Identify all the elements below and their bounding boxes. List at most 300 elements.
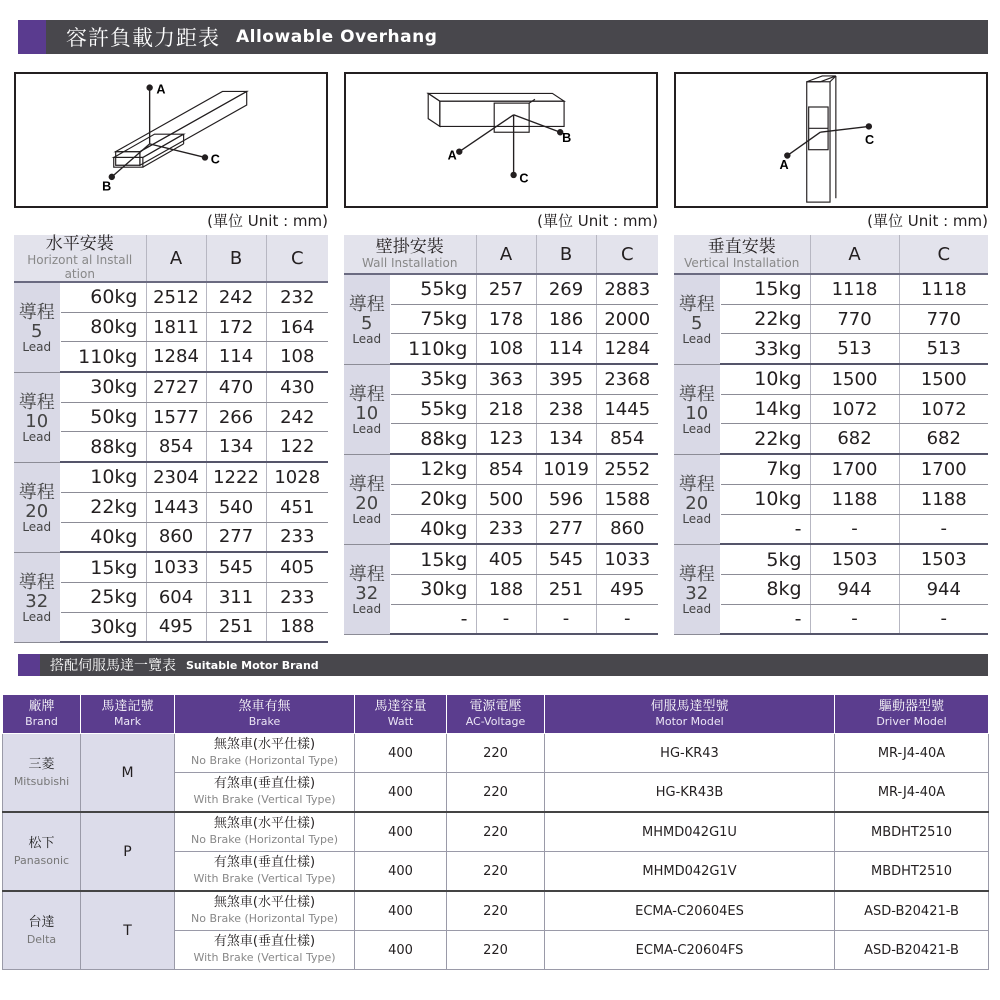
- overhang-value: 860: [596, 514, 658, 544]
- brake-cell: [175, 734, 355, 773]
- overhang-value: 242: [266, 402, 328, 432]
- lead-label-en: Lead: [352, 601, 382, 616]
- load-weight: 110kg: [60, 342, 146, 372]
- motor-watt: 400: [355, 734, 447, 773]
- lead-label-cn: 導程: [18, 301, 55, 323]
- overhang-value: 114: [206, 342, 266, 372]
- overhang-value: 277: [206, 522, 266, 552]
- section-title-cn: 容許負載力距表: [66, 26, 220, 50]
- table-header-row: [344, 235, 658, 274]
- driver-model: ASD-B20421-B: [835, 931, 989, 970]
- lead-number: 10: [685, 402, 709, 424]
- overhang-value: 242: [206, 282, 266, 312]
- table-row: [14, 522, 328, 552]
- motor-brand-table: [2, 694, 989, 970]
- install-type-cn: 水平安裝: [45, 234, 114, 254]
- lead-number: 32: [25, 590, 49, 612]
- wall-load-table: [344, 235, 658, 635]
- overhang-value: 269: [536, 274, 596, 304]
- motor-row: [3, 812, 989, 852]
- brand-name-cn: 松下: [28, 835, 55, 851]
- overhang-value: 238: [536, 394, 596, 424]
- overhang-value: 2552: [596, 454, 658, 484]
- overhang-value: 251: [536, 574, 596, 604]
- overhang-value: 218: [476, 394, 536, 424]
- wall-diagram-svg: [346, 74, 656, 206]
- lead-label-cn: 導程: [18, 481, 55, 503]
- vertical-load-table: [674, 235, 988, 635]
- table-row: [14, 372, 328, 402]
- table-row: [344, 544, 658, 574]
- overhang-value: 363: [476, 364, 536, 394]
- overhang-value: 1188: [810, 484, 899, 514]
- overhang-value: 682: [810, 424, 899, 454]
- brake-type-en: No Brake (Horizontal Type): [190, 912, 339, 925]
- load-weight: -: [720, 514, 810, 544]
- column-header: C: [596, 235, 658, 274]
- brake-cell: [175, 891, 355, 931]
- overhang-value: 1500: [810, 364, 899, 394]
- brake-type-en: No Brake (Horizontal Type): [190, 833, 339, 846]
- overhang-value: 854: [476, 454, 536, 484]
- brake-cell: [175, 931, 355, 970]
- brand-name-cn: 三菱: [28, 756, 55, 772]
- brake-cell: [175, 812, 355, 852]
- brand-cell: [3, 812, 81, 891]
- overhang-value: 500: [476, 484, 536, 514]
- table-row: [14, 342, 328, 372]
- overhang-value: 545: [206, 552, 266, 582]
- overhang-value: 1072: [899, 394, 988, 424]
- motor-header-row: [3, 695, 989, 734]
- brand-cell: [3, 734, 81, 813]
- lead-cell: [674, 544, 720, 634]
- load-weight: 8kg: [720, 574, 810, 604]
- overhang-value: -: [810, 604, 899, 634]
- table-row: [344, 274, 658, 304]
- table-row: [674, 364, 988, 394]
- lead-label-cn: 導程: [18, 391, 55, 413]
- diagram-label-c: C: [210, 152, 220, 167]
- overhang-value: 944: [899, 574, 988, 604]
- brand-cell: [3, 891, 81, 970]
- lead-number: 20: [685, 492, 709, 514]
- load-weight: 88kg: [390, 424, 476, 454]
- unit-label-wall: (單位 Unit : mm): [537, 212, 658, 230]
- lead-label-cn: 導程: [348, 293, 385, 315]
- overhang-value: 405: [266, 552, 328, 582]
- motor-watt: 400: [355, 773, 447, 813]
- overhang-value: 604: [146, 582, 206, 612]
- brake-type-en: With Brake (Vertical Type): [193, 872, 336, 885]
- load-weight: 88kg: [60, 432, 146, 462]
- brake-type-cn: 無煞車(水平仕樣): [213, 816, 316, 831]
- overhang-value: 122: [266, 432, 328, 462]
- overhang-value: 1222: [206, 462, 266, 492]
- table-row: [674, 544, 988, 574]
- motor-model: HG-KR43: [545, 734, 835, 773]
- motor-column-header: [81, 695, 175, 734]
- motor-model: ECMA-C20604FS: [545, 931, 835, 970]
- overhang-value: 1577: [146, 402, 206, 432]
- table-row: [674, 334, 988, 364]
- lead-number: 10: [25, 410, 49, 432]
- lead-cell: [674, 364, 720, 454]
- header-cn: 馬達記號: [101, 699, 154, 714]
- lead-number: 5: [691, 312, 703, 334]
- table-row: [14, 492, 328, 522]
- column-header: A: [810, 235, 899, 274]
- load-weight: 15kg: [60, 552, 146, 582]
- overhang-value: 2304: [146, 462, 206, 492]
- table-row: [344, 454, 658, 484]
- load-weight: 110kg: [390, 334, 476, 364]
- table-row: [14, 582, 328, 612]
- load-weight: 55kg: [390, 394, 476, 424]
- column-header: B: [536, 235, 596, 274]
- lead-number: 32: [685, 582, 709, 604]
- table-row: [14, 432, 328, 462]
- lead-cell: [674, 274, 720, 364]
- install-type-header: [344, 235, 476, 274]
- overhang-value: 1118: [810, 274, 899, 304]
- overhang-value: -: [810, 514, 899, 544]
- table-row: [674, 274, 988, 304]
- overhang-value: 123: [476, 424, 536, 454]
- overhang-value: 1500: [899, 364, 988, 394]
- overhang-value: 682: [899, 424, 988, 454]
- table-row: [344, 334, 658, 364]
- overhang-value: 854: [596, 424, 658, 454]
- driver-model: MBDHT2510: [835, 812, 989, 852]
- overhang-value: 1811: [146, 312, 206, 342]
- lead-label-en: Lead: [682, 601, 712, 616]
- table-row: [14, 282, 328, 312]
- overhang-value: 232: [266, 282, 328, 312]
- overhang-value: 1503: [899, 544, 988, 574]
- table-row: [14, 462, 328, 492]
- install-type-header: [14, 235, 146, 282]
- table-row: [344, 364, 658, 394]
- table-row: [674, 484, 988, 514]
- load-weight: 22kg: [720, 304, 810, 334]
- motor-column-header: [3, 695, 81, 734]
- load-weight: -: [390, 604, 476, 634]
- overhang-value: 1445: [596, 394, 658, 424]
- diagram-label-b: B: [562, 130, 572, 145]
- overhang-value: 108: [476, 334, 536, 364]
- table-row: [344, 394, 658, 424]
- lead-cell: [344, 274, 390, 364]
- motor-column-header: [175, 695, 355, 734]
- header-en: Mark: [113, 715, 142, 728]
- table-row: [344, 514, 658, 544]
- overhang-value: 2883: [596, 274, 658, 304]
- overhang-value: 770: [899, 304, 988, 334]
- lead-label-cn: 導程: [348, 473, 385, 495]
- motor-column-header: [545, 695, 835, 734]
- lead-number: 20: [355, 492, 379, 514]
- overhang-value: -: [899, 514, 988, 544]
- lead-number: 20: [25, 500, 49, 522]
- table-row: [674, 604, 988, 634]
- overhang-value: 1019: [536, 454, 596, 484]
- motor-voltage: 220: [447, 852, 545, 892]
- table-row: [14, 612, 328, 642]
- column-header: B: [206, 235, 266, 282]
- table-row: [344, 574, 658, 604]
- install-type-header: [674, 235, 810, 274]
- lead-label-en: Lead: [682, 421, 712, 436]
- table-row: [674, 394, 988, 424]
- overhang-value: 596: [536, 484, 596, 514]
- overhang-value: 188: [476, 574, 536, 604]
- horizontal-load-table: [14, 235, 328, 643]
- brake-type-cn: 有煞車(垂直仕樣): [213, 855, 316, 870]
- diagram-label-a: A: [447, 148, 457, 163]
- lead-label-cn: 導程: [678, 563, 715, 585]
- overhang-value: 540: [206, 492, 266, 522]
- unit-label-horizontal: (單位 Unit : mm): [207, 212, 328, 230]
- overhang-value: 451: [266, 492, 328, 522]
- overhang-value: 1033: [146, 552, 206, 582]
- diagram-label-c: C: [519, 171, 529, 186]
- load-weight: 33kg: [720, 334, 810, 364]
- brake-type-cn: 無煞車(水平仕樣): [213, 895, 316, 910]
- overhang-value: 134: [206, 432, 266, 462]
- overhang-value: 311: [206, 582, 266, 612]
- table-row: [674, 514, 988, 544]
- table-row: [14, 312, 328, 342]
- overhang-section-header: [18, 20, 988, 54]
- lead-cell: [344, 364, 390, 454]
- overhang-value: 405: [476, 544, 536, 574]
- motor-mark: M: [81, 734, 175, 813]
- header-en: Brake: [248, 715, 281, 728]
- lead-label-cn: 導程: [18, 571, 55, 593]
- overhang-value: 1588: [596, 484, 658, 514]
- motor-voltage: 220: [447, 812, 545, 852]
- brand-name-cn: 台達: [28, 914, 55, 930]
- motor-model: ECMA-C20604ES: [545, 891, 835, 931]
- overhang-value: 495: [146, 612, 206, 642]
- overhang-value: 513: [810, 334, 899, 364]
- load-weight: 30kg: [60, 372, 146, 402]
- table-row: [674, 424, 988, 454]
- lead-label-en: Lead: [352, 331, 382, 346]
- lead-cell: [674, 454, 720, 544]
- overhang-value: 108: [266, 342, 328, 372]
- motor-section-title-en: Suitable Motor Brand: [186, 658, 319, 672]
- lead-cell: [14, 372, 60, 462]
- overhang-value: 164: [266, 312, 328, 342]
- install-type-en: Vertical Installation: [684, 256, 800, 270]
- driver-model: MR-J4-40A: [835, 734, 989, 773]
- overhang-value: 277: [536, 514, 596, 544]
- motor-column-header: [355, 695, 447, 734]
- load-weight: 10kg: [60, 462, 146, 492]
- load-weight: -: [720, 604, 810, 634]
- motor-row: [3, 891, 989, 931]
- motor-model: MHMD042G1V: [545, 852, 835, 892]
- motor-mark: T: [81, 891, 175, 970]
- column-header: C: [899, 235, 988, 274]
- overhang-value: 114: [536, 334, 596, 364]
- brake-type-cn: 有煞車(垂直仕樣): [213, 776, 316, 791]
- lead-number: 10: [355, 402, 379, 424]
- header-cn: 驅動器型號: [878, 699, 944, 714]
- motor-voltage: 220: [447, 931, 545, 970]
- diagram-label-a: A: [156, 82, 166, 97]
- driver-model: MR-J4-40A: [835, 773, 989, 813]
- overhang-value: 1033: [596, 544, 658, 574]
- wall-install-diagram: [344, 72, 658, 208]
- column-header: C: [266, 235, 328, 282]
- overhang-value: 1028: [266, 462, 328, 492]
- overhang-value: 251: [206, 612, 266, 642]
- overhang-value: 257: [476, 274, 536, 304]
- header-accent: [18, 654, 40, 676]
- overhang-value: 233: [476, 514, 536, 544]
- vertical-diagram-svg: [676, 74, 986, 206]
- table-row: [14, 402, 328, 432]
- diagram-label-a: A: [779, 158, 789, 173]
- overhang-value: 470: [206, 372, 266, 402]
- lead-label-en: Lead: [22, 609, 52, 624]
- overhang-value: 395: [536, 364, 596, 394]
- overhang-value: 233: [266, 522, 328, 552]
- overhang-value: 1284: [596, 334, 658, 364]
- lead-cell: [344, 544, 390, 634]
- motor-mark: P: [81, 812, 175, 891]
- header-en: Driver Model: [876, 715, 947, 728]
- header-en: Watt: [387, 715, 414, 728]
- lead-label-en: Lead: [22, 429, 52, 444]
- overhang-value: 186: [536, 304, 596, 334]
- overhang-value: 1700: [810, 454, 899, 484]
- table-row: [344, 304, 658, 334]
- table-row: [344, 424, 658, 454]
- overhang-value: 1700: [899, 454, 988, 484]
- lead-number: 32: [355, 582, 379, 604]
- lead-label-cn: 導程: [348, 563, 385, 585]
- column-header: A: [146, 235, 206, 282]
- unit-label-vertical: (單位 Unit : mm): [867, 212, 988, 230]
- overhang-value: 1503: [810, 544, 899, 574]
- lead-cell: [14, 462, 60, 552]
- overhang-value: 854: [146, 432, 206, 462]
- header-cn: 伺服馬達型號: [650, 699, 729, 714]
- lead-number: 5: [361, 312, 373, 334]
- overhang-value: 2512: [146, 282, 206, 312]
- lead-label-en: Lead: [22, 519, 52, 534]
- header-cn: 電源電壓: [469, 699, 522, 714]
- install-type-en: Horizont al Install ation: [27, 253, 133, 281]
- table-row: [344, 604, 658, 634]
- motor-model: HG-KR43B: [545, 773, 835, 813]
- load-weight: 60kg: [60, 282, 146, 312]
- driver-model: ASD-B20421-B: [835, 891, 989, 931]
- header-en: AC-Voltage: [465, 715, 526, 728]
- overhang-value: 188: [266, 612, 328, 642]
- header-cn: 煞車有無: [238, 699, 291, 714]
- overhang-value: 233: [266, 582, 328, 612]
- load-weight: 10kg: [720, 364, 810, 394]
- lead-cell: [344, 454, 390, 544]
- motor-watt: 400: [355, 931, 447, 970]
- load-weight: 10kg: [720, 484, 810, 514]
- load-weight: 7kg: [720, 454, 810, 484]
- lead-label-cn: 導程: [678, 293, 715, 315]
- load-weight: 30kg: [60, 612, 146, 642]
- lead-label-en: Lead: [352, 511, 382, 526]
- load-weight: 14kg: [720, 394, 810, 424]
- table-header-row: [14, 235, 328, 282]
- overhang-value: 944: [810, 574, 899, 604]
- overhang-value: 172: [206, 312, 266, 342]
- motor-voltage: 220: [447, 773, 545, 813]
- motor-watt: 400: [355, 891, 447, 931]
- motor-row: [3, 734, 989, 773]
- load-weight: 50kg: [60, 402, 146, 432]
- motor-watt: 400: [355, 812, 447, 852]
- load-weight: 35kg: [390, 364, 476, 394]
- driver-model: MBDHT2510: [835, 852, 989, 892]
- brake-type-en: With Brake (Vertical Type): [193, 951, 336, 964]
- overhang-value: 770: [810, 304, 899, 334]
- overhang-value: 2368: [596, 364, 658, 394]
- overhang-value: 266: [206, 402, 266, 432]
- install-type-en: Wall Installation: [362, 256, 458, 270]
- diagram-label-c: C: [864, 132, 875, 147]
- load-weight: 22kg: [60, 492, 146, 522]
- overhang-value: -: [899, 604, 988, 634]
- brand-name-en: Delta: [26, 932, 57, 946]
- lead-cell: [14, 552, 60, 642]
- table-row: [674, 304, 988, 334]
- load-weight: 20kg: [390, 484, 476, 514]
- load-weight: 25kg: [60, 582, 146, 612]
- load-weight: 40kg: [390, 514, 476, 544]
- overhang-value: -: [536, 604, 596, 634]
- header-cn: 廠牌: [28, 699, 55, 714]
- table-header-row: [674, 235, 988, 274]
- motor-model: MHMD042G1U: [545, 812, 835, 852]
- brand-name-en: Mitsubishi: [13, 774, 70, 788]
- overhang-value: 2727: [146, 372, 206, 402]
- install-type-cn: 垂直安裝: [707, 237, 776, 257]
- brake-type-en: With Brake (Vertical Type): [193, 793, 336, 806]
- header-en: Motor Model: [655, 715, 724, 728]
- overhang-value: 1188: [899, 484, 988, 514]
- load-weight: 12kg: [390, 454, 476, 484]
- load-weight: 30kg: [390, 574, 476, 604]
- brake-type-en: No Brake (Horizontal Type): [190, 754, 339, 767]
- table-row: [344, 484, 658, 514]
- load-weight: 15kg: [720, 274, 810, 304]
- brand-name-en: Panasonic: [13, 853, 70, 867]
- overhang-value: 430: [266, 372, 328, 402]
- column-header: A: [476, 235, 536, 274]
- brake-type-cn: 有煞車(垂直仕樣): [213, 934, 316, 949]
- lead-number: 5: [31, 320, 43, 342]
- lead-label-cn: 導程: [678, 473, 715, 495]
- overhang-value: 1072: [810, 394, 899, 424]
- load-weight: 75kg: [390, 304, 476, 334]
- motor-voltage: 220: [447, 891, 545, 931]
- motor-voltage: 220: [447, 734, 545, 773]
- lead-label-cn: 導程: [678, 383, 715, 405]
